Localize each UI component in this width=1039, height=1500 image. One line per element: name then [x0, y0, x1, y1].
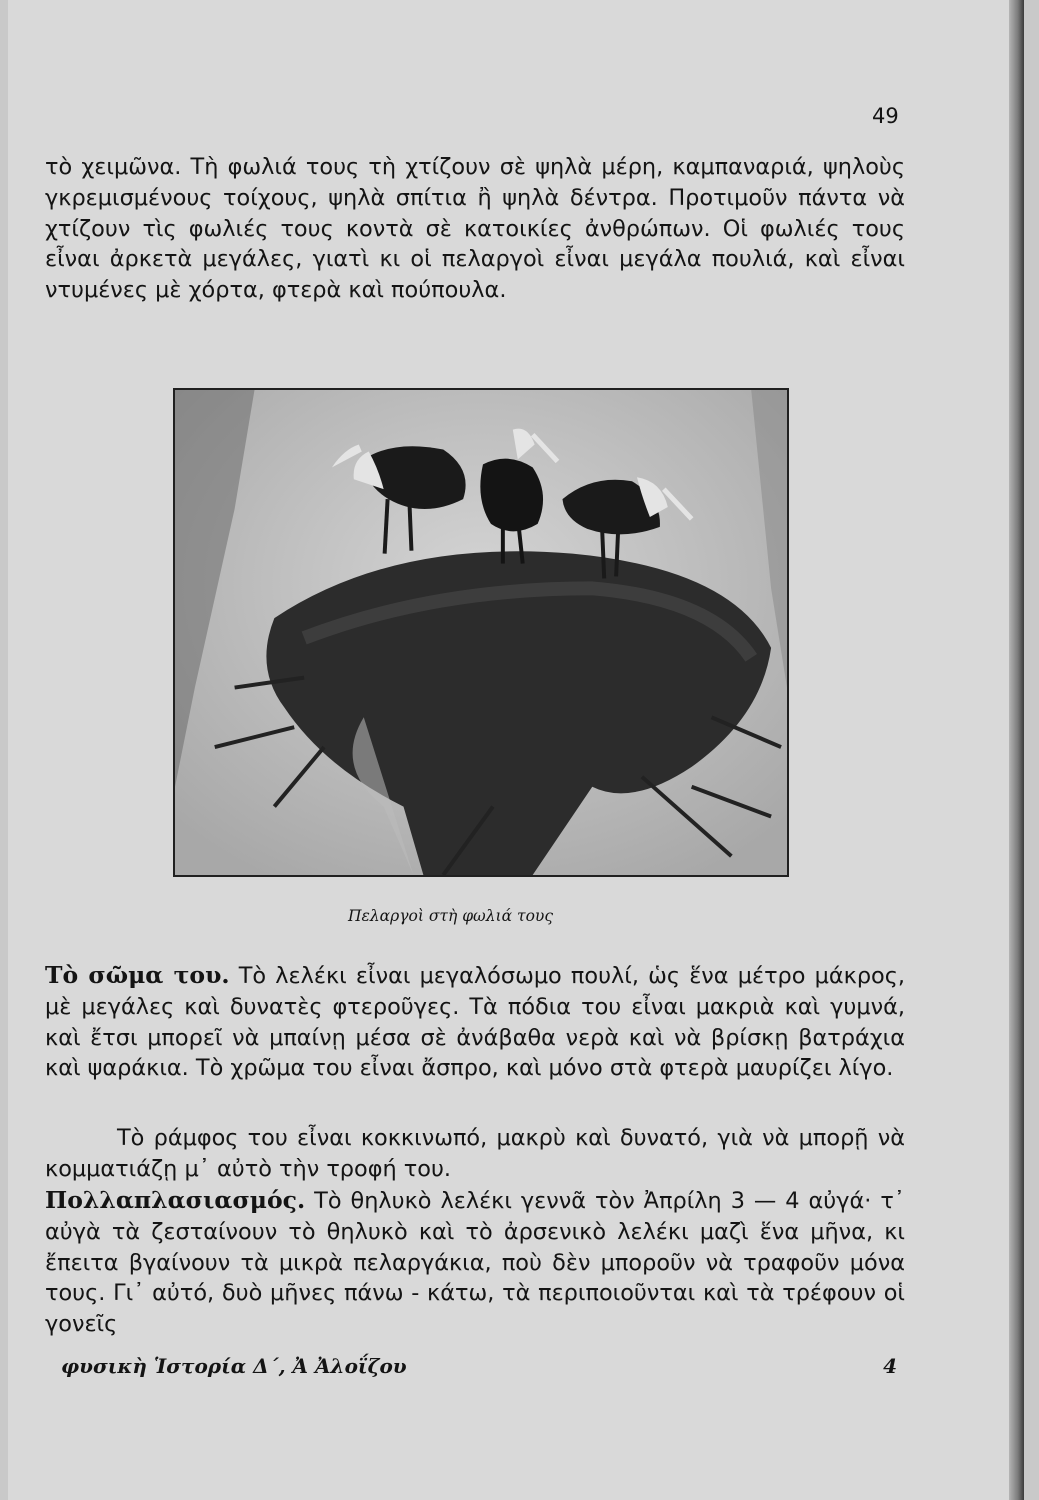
page-number: 49: [872, 104, 899, 128]
section-text-body: Τὸ λελέκι εἶναι μεγαλόσωμο πουλί, ὡς ἕνα μέτρο μάκρος, μὲ μεγάλες καὶ δυνατὲς φτεροῦγες. Τὰ πόδια του εἶναι μακριὰ καὶ γυμνά, καὶ ἔτσι μπορεῖ νὰ μπαίνῃ μέσα σὲ ἀνάβαθα νερὰ καὶ νὰ βρίσκῃ βατράχια καὶ ψαράκια. Τὸ χρῶμα του εἶναι ἄσπρο, καὶ μόνο στὰ φτερὰ μαυρίζει λίγο.: [45, 963, 905, 1082]
footer-title: φυσικὴ Ἱστορία Δ΄, Ἀ Ἀλοΐζου: [61, 1354, 407, 1378]
stork-nest-illustration: [175, 390, 787, 875]
paragraph-body: [45, 960, 905, 1084]
page-edge-shadow: [1009, 0, 1024, 1500]
paragraph-reproduction: [45, 1185, 905, 1340]
paragraph-beak: Τὸ ράμφος του εἶναι κοκκινωπό, μακρὺ καὶ δυνατό, γιὰ νὰ μπορῇ νὰ κομματιάζῃ μ᾽ αὐτὸ τὴν τροφή του.: [45, 1125, 905, 1182]
section-heading-reproduction: Πολλαπλασιασμός.: [45, 1186, 306, 1214]
stork-nest-photo: [173, 388, 789, 877]
signature-mark: 4: [883, 1354, 897, 1378]
book-page: [8, 0, 1024, 1500]
section-heading-body: Τὸ σῶμα του.: [45, 961, 230, 989]
page-footer: [61, 1354, 897, 1378]
section-text-reproduction: Τὸ θηλυκὸ λελέκι γεννᾶ τὸν Ἀπρίλη 3 — 4 αὐγά· τ᾽ αὐγὰ τὰ ζεσταίνουν τὸ θηλυκὸ καὶ τὸ ἀρσενικὸ λελέκι μαζὶ ἕνα μῆνα, κι ἔπειτα βγαίνουν τὰ μικρὰ πελαργάκια, ποὺ δὲν μποροῦν νὰ τραφοῦν μόνα τους. Γι᾽ αὐτό, δυὸ μῆνες πάνω - κάτω, τὰ περιποιοῦνται καὶ τὰ τρέφουν οἱ γονεῖς: [45, 1188, 905, 1338]
figure-caption: Πελαργοὶ στὴ φωλιά τους: [348, 907, 554, 925]
paragraph-nests: τὸ χειμῶνα. Τὴ φωλιά τους τὴ χτίζουν σὲ ψηλὰ μέρη, καμπαναριά, ψηλοὺς γκρεμισμένους τοίχους, ψηλὰ σπίτια ἢ ψηλὰ δέντρα. Προτιμοῦν πάντα νὰ χτίζουν τὶς φωλιές τους κοντὰ σὲ κατοικίες ἀνθρώπων. Οἱ φωλιές τους εἶναι ἀρκετὰ μεγάλες, γιατὶ κι οἱ πελαργοὶ εἶναι μεγάλα πουλιά, καὶ εἶναι ντυμένες μὲ χόρτα, φτερὰ καὶ πούπουλα.: [45, 154, 905, 304]
